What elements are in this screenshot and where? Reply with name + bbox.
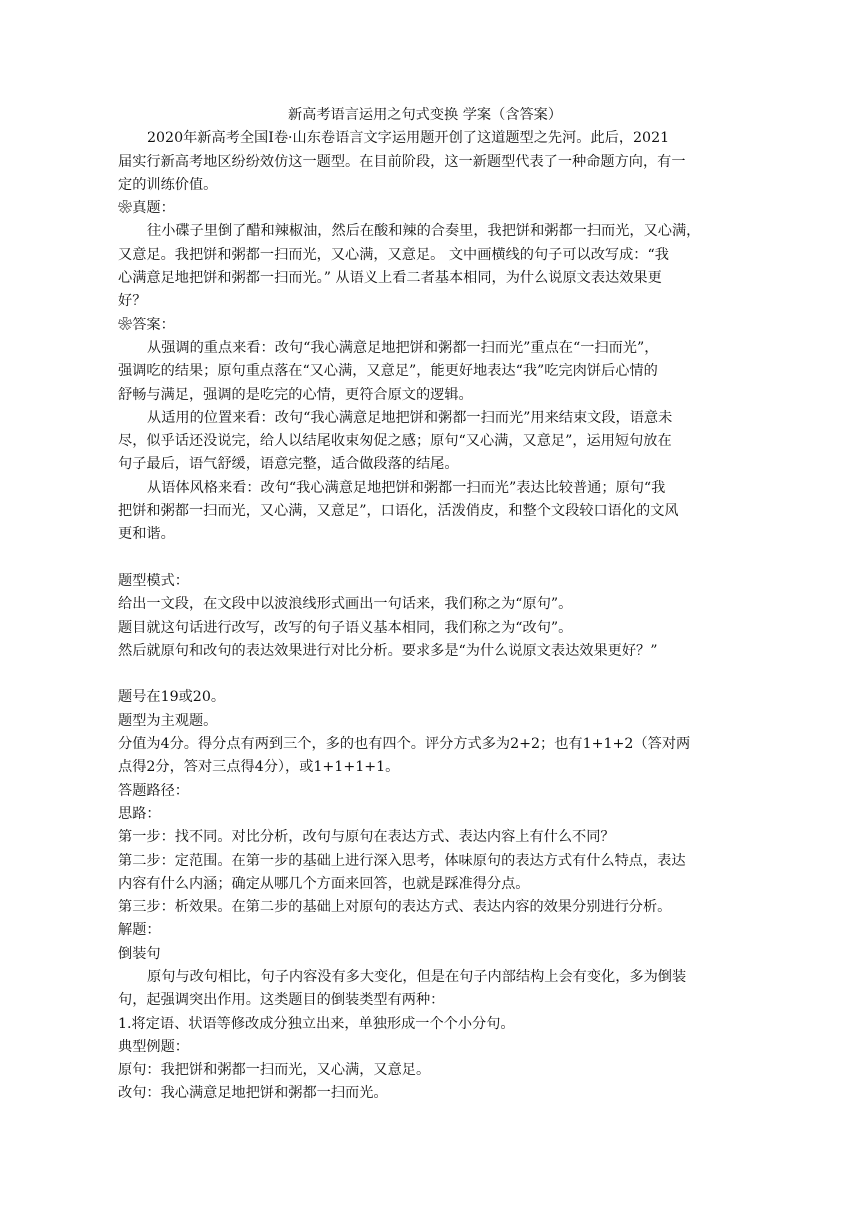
text-line: 定的训练价值。 bbox=[118, 176, 218, 193]
text-line: 更和谐。 bbox=[118, 526, 175, 543]
text-line: 原句与改句相比，句子内容没有多大变化，但是在句子内部结构上会有变化，多为倒装 bbox=[147, 968, 687, 985]
text-line: 典型例题： bbox=[118, 1038, 189, 1055]
text-line: 第二步：定范围。在第一步的基础上进行深入思考，体味原句的表达方式有什么特点，表达 bbox=[118, 852, 686, 869]
text-line: 句，起强调突出作用。这类题目的倒装类型有两种： bbox=[118, 992, 445, 1009]
text-line: ❀真题： bbox=[118, 200, 175, 217]
text-line: 改句：我心满意足地把饼和粥都一扫而光。 bbox=[118, 1085, 388, 1102]
text-line: ❀答案： bbox=[118, 316, 175, 333]
text-line: 心满意足地把饼和粥都一扫而光。” 从语义上看二者基本相同，为什么说原文表达效果更 bbox=[118, 270, 662, 287]
text-line: 从适用的位置来看：改句“我心满意足地把饼和粥都一扫而光”用来结束文段，语意未 bbox=[147, 409, 673, 426]
text-line: 题号在19或20。 bbox=[118, 689, 226, 706]
text-line: 从强调的重点来看：改句“我心满意足地把饼和粥都一扫而光”重点在“一扫而光”， bbox=[147, 339, 659, 356]
text-line: 句子最后，语气舒缓，语意完整，适合做段落的结尾。 bbox=[118, 456, 459, 473]
text-line: 第一步：找不同。对比分析，改句与原句在表达方式、表达内容上有什么不同？ bbox=[118, 829, 615, 846]
blank-line bbox=[118, 663, 732, 686]
blank-line bbox=[118, 547, 732, 570]
text-line: 又意足。我把饼和粥都一扫而光，又心满，又意足。 文中画横线的句子可以改写成：“我 bbox=[118, 246, 669, 263]
text-line: 舒畅与满足，强调的是吃完的心情，更符合原文的逻辑。 bbox=[118, 386, 473, 403]
text-line: 强调吃的结果；原句重点落在“又心满，又意足”，能更好地表达“我”吃完肉饼后心情的 bbox=[118, 363, 658, 380]
text-line: 第三步：析效果。在第二步的基础上对原句的表达方式、表达内容的效果分别进行分析。 bbox=[118, 899, 672, 916]
text-line: 1.将定语、状语等修改成分独立出来，单独形成一个个小分句。 bbox=[118, 1015, 515, 1032]
text-line: 思路： bbox=[118, 805, 161, 822]
text-line: 然后就原句和改句的表达效果进行对比分析。要求多是“为什么说原文表达效果更好？” bbox=[118, 642, 658, 659]
text-line: 解题： bbox=[118, 922, 161, 939]
text-line: 尽，似乎话还没说完，给人以结尾收束匆促之感；原句“又心满，又意足”，运用短句放在 bbox=[118, 433, 672, 450]
text-line: 题型模式： bbox=[118, 572, 189, 589]
text-line: 2020年新高考全国Ⅰ卷·山东卷语言文字运用题开创了这道题型之先河。此后，2021 bbox=[147, 130, 670, 147]
text-line: 把饼和粥都一扫而光，又心满，又意足”，口语化，活泼俏皮，和整个文段较口语化的文风 bbox=[118, 503, 679, 520]
text-line: 分值为4分。得分点有两到三个，多的也有四个。评分方式多为2+2；也有1+1+2（答对两 bbox=[118, 736, 691, 753]
text-line: 给出一文段，在文段中以波浪线形式画出一句话来，我们称之为“原句”。 bbox=[118, 596, 573, 613]
text-line: 往小碟子里倒了醋和辣椒油，然后在酸和辣的合奏里，我把饼和粥都一扫而光，又心满， bbox=[147, 223, 701, 240]
text-line: 好？ bbox=[118, 293, 147, 310]
text-line: 题目就这句话进行改写，改写的句子语义基本相同，我们称之为“改句”。 bbox=[118, 619, 573, 636]
text-line: 倒装句 bbox=[118, 945, 161, 962]
text-line: 内容有什么内涵；确定从哪几个方面来回答，也就是踩准得分点。 bbox=[118, 875, 530, 892]
text-line: 点得2分，答对三点得4分），或1+1+1+1。 bbox=[118, 759, 400, 776]
document-body bbox=[118, 127, 732, 1105]
text-line: 题型为主观题。 bbox=[118, 712, 218, 729]
text-line: 原句：我把饼和粥都一扫而光，又心满，又意足。 bbox=[118, 1062, 431, 1079]
text-line: 从语体风格来看：改句“我心满意足地把饼和粥都一扫而光”表达比较普通；原句“我 bbox=[147, 479, 666, 496]
document-title: 新高考语言运用之句式变换 学案（含答案） bbox=[287, 107, 563, 123]
text-line: 答题路径： bbox=[118, 782, 189, 799]
text-line: 届实行新高考地区纷纷效仿这一题型。在目前阶段，这一新题型代表了一种命题方向，有一 bbox=[118, 153, 686, 170]
